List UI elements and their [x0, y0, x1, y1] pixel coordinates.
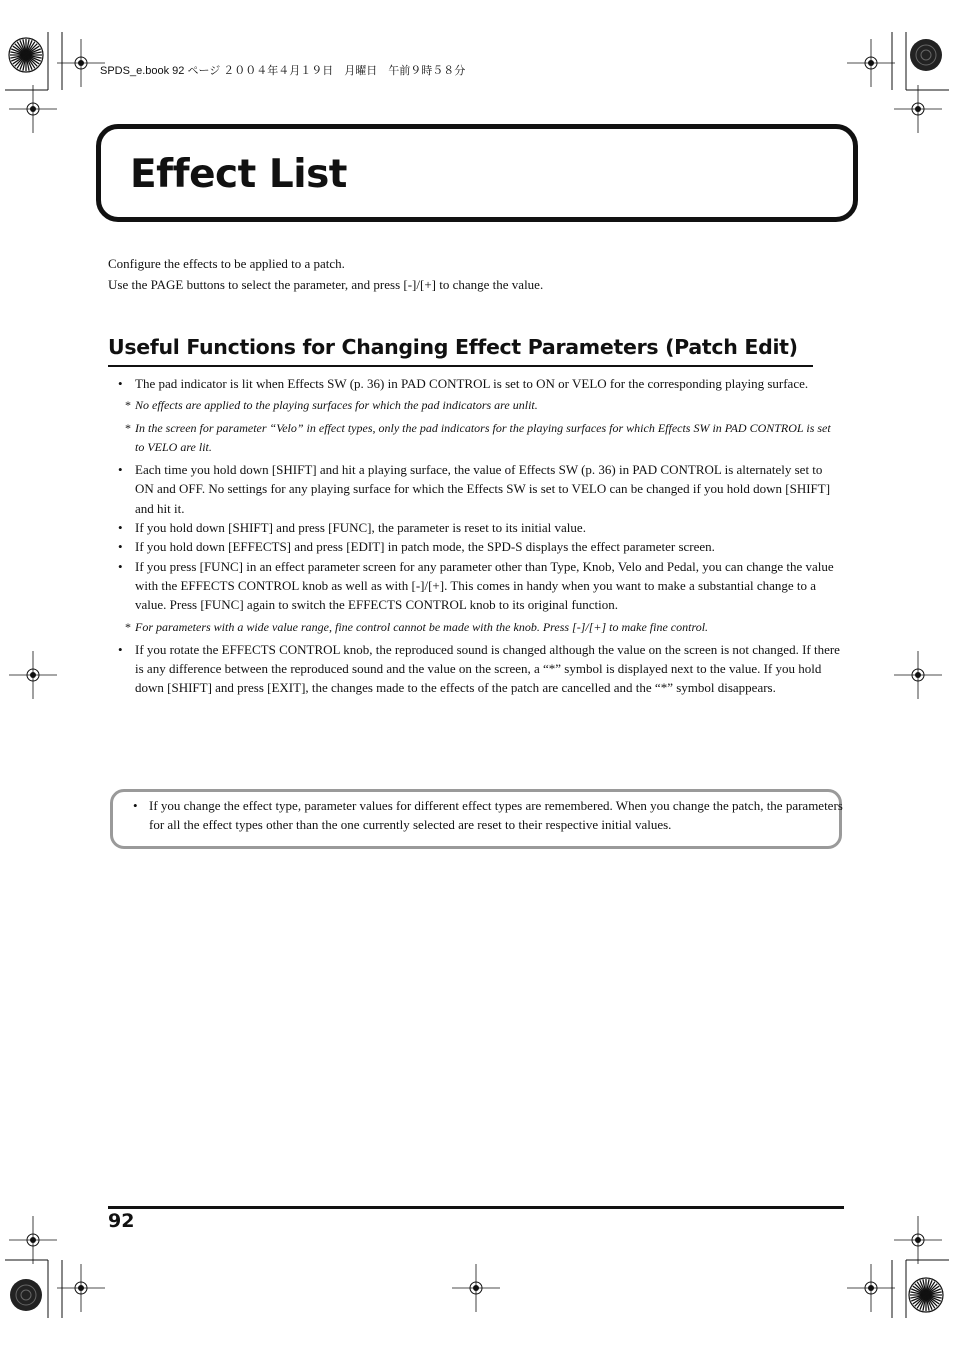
- list-item: • The pad indicator is lit when Effects SW (p. 36) in PAD CONTROL is set to ON or VELO for the corresponding playing surface.: [114, 374, 842, 393]
- note-item: * No effects are applied to the playing surfaces for which the pad indicators are unlit.: [114, 396, 842, 415]
- list-item: • If you rotate the EFFECTS CONTROL knob, the reproduced sound is changed although the value on the screen is not changed. If there is any difference between the reproduced sound and the value on the screen, a “*” symbol is displayed next to the value. If you hold down [SHIFT] and press [EXIT], the changes made to the effects of the patch are cancelled and the “*” symbol disappears.: [114, 640, 842, 698]
- note-box-text: • If you change the effect type, parameter values for different effect types are remembered. When you change the patch, the parameters for all the effect types other than the one currently selected are reset to their respective initial values.: [130, 796, 849, 835]
- intro-line-1: Configure the effects to be applied to a patch.: [108, 256, 345, 271]
- list-item: • If you press [FUNC] in an effect parameter screen for any parameter other than Type, Knob, Velo and Pedal, you can change the value with the EFFECTS CONTROL knob as well as with [-]/[+]. This comes in handy when you want to make a substantial change to a value. Press [FUNC] again to switch the EFFECTS CONTROL knob to its original function.: [114, 557, 842, 615]
- intro-line-2: Use the PAGE buttons to select the parameter, and press [-]/[+] to change the value.: [108, 277, 544, 292]
- list-item: • If you hold down [SHIFT] and press [FUNC], the parameter is reset to its initial value.: [114, 518, 842, 537]
- page-number: 92: [108, 1210, 135, 1232]
- file-header: SPDS_e.book 92 ページ ２００４年４月１９日 月曜日 午前９時５８分: [100, 65, 466, 77]
- list-item: • If you hold down [EFFECTS] and press [EDIT] in patch mode, the SPD-S displays the effect parameter screen.: [114, 537, 842, 556]
- page-title: Effect List: [130, 152, 347, 197]
- section-heading: Useful Functions for Changing Effect Parameters (Patch Edit): [108, 333, 813, 367]
- function-list: [114, 374, 842, 698]
- note-item: * In the screen for parameter “Velo” in effect types, only the pad indicators for the playing surfaces for which Effects SW in PAD CONTROL is set to VELO are lit.: [114, 419, 842, 458]
- note-item: * For parameters with a wide value range, fine control cannot be made with the knob. Press [-]/[+] to make fine control.: [114, 618, 842, 637]
- list-item: • Each time you hold down [SHIFT] and hit a playing surface, the value of Effects SW (p. 36) in PAD CONTROL is alternately set to ON and OFF. No settings for any playing surface for which the Effects SW is set to VELO can be changed if you hold down [SHIFT] and hit it.: [114, 460, 842, 518]
- footer-rule: [108, 1206, 844, 1209]
